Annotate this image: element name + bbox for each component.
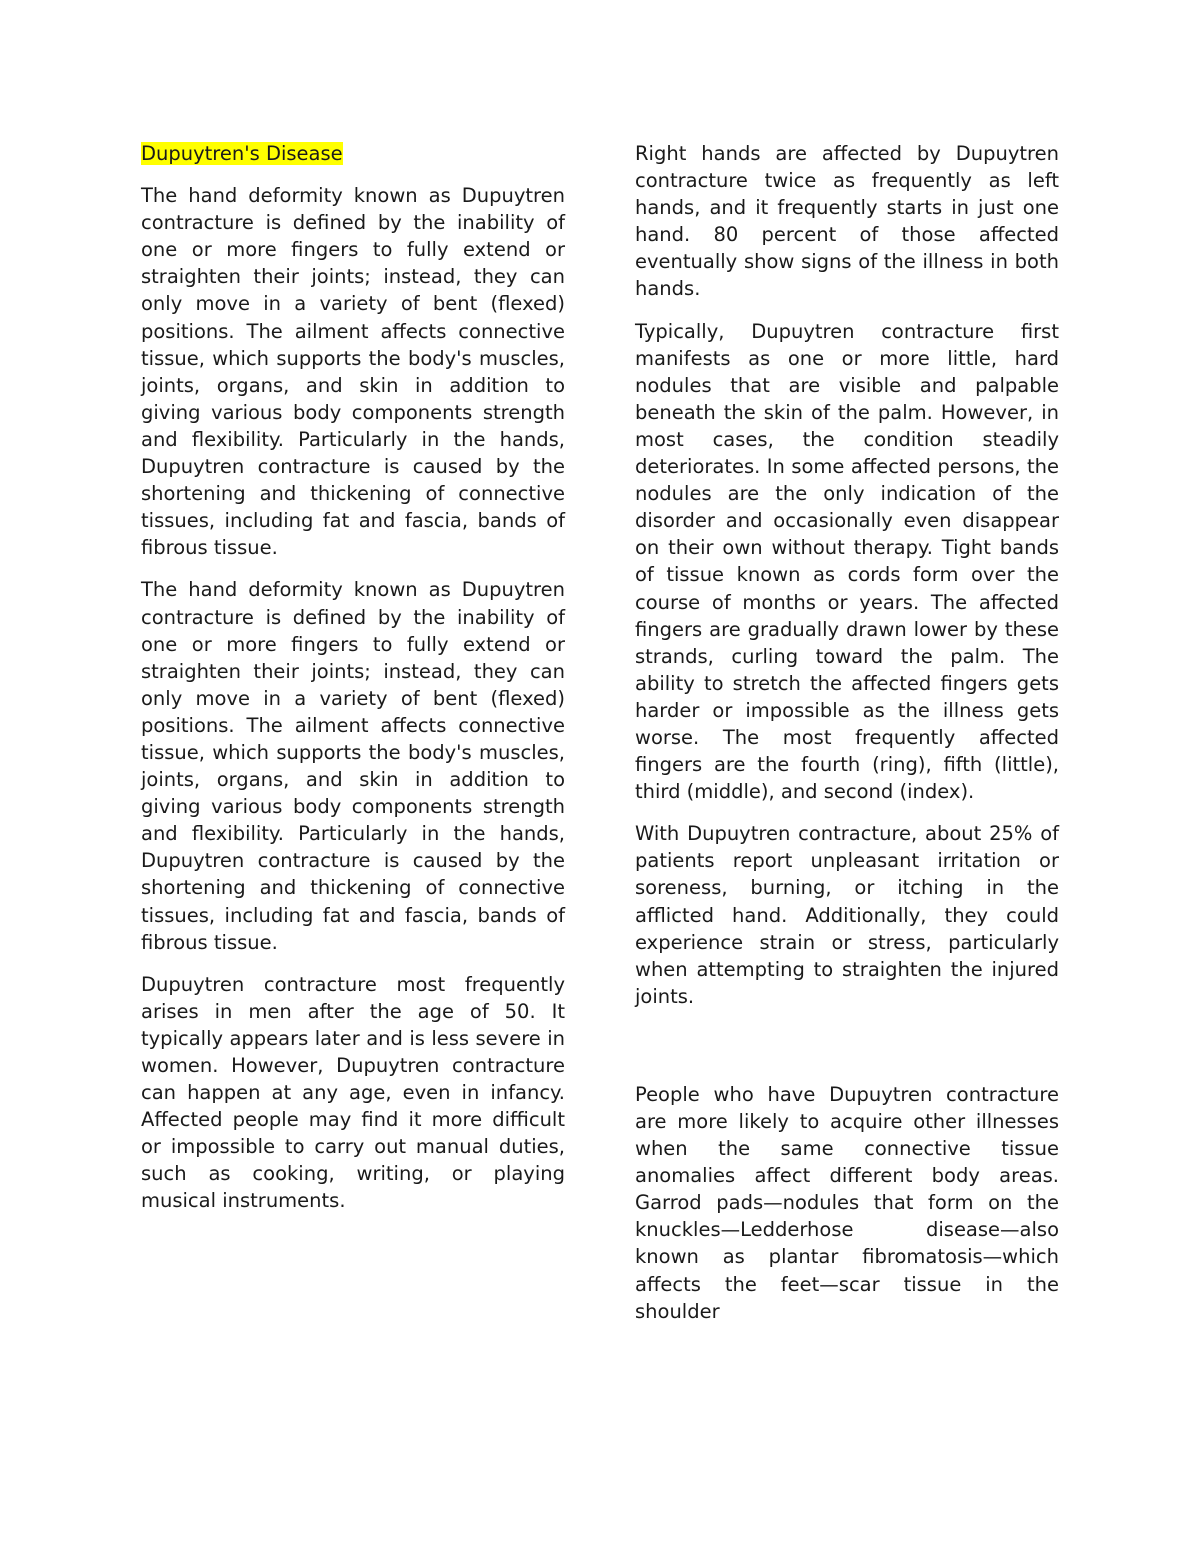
left-column — [141, 140, 565, 1230]
paragraph: People who have Dupuytren contracture are more likely to acquire other illnesses when the same connective tissue anomalies affect different body areas. Garrod pads—nodules that form on the knuckles—Ledderhose disease—also known as plantar fibromatosis—which affects the feet—scar tissue in the shoulder — [635, 1082, 1059, 1323]
paragraph: Dupuytren contracture most frequently arises in men after the age of 50. It typically appears later and is less severe in women. However, Dupuytren contracture can happen at any age, even in infancy. Affected people may find it more difficult or impossible to carry out manual duties, such as cooking, writing, or playing musical instruments. — [141, 972, 565, 1213]
document-title: Dupuytren's Disease — [141, 142, 343, 165]
paragraph: Right hands are affected by Dupuytren contracture twice as frequently as left hands, and it frequently starts in just one hand. 80 percent of those affected eventually show signs of the illness in both hands. — [635, 142, 1059, 301]
paragraph: With Dupuytren contracture, about 25% of patients report unpleasant irritation or soreness, burning, or itching in the afflicted hand. Additionally, they could experience strain or stress, particularly when attempting to straighten the injured joints. — [635, 822, 1059, 1008]
right-column — [635, 140, 1059, 1340]
title-line — [141, 140, 565, 167]
paragraph: The hand deformity known as Dupuytren contracture is defined by the inability of one or more fingers to fully extend or straighten their joints; instead, they can only move in a variety of bent (flexed) positions. The ailment affects connective tissue, which supports the body's muscles, joints, organs, and skin in addition to giving various body components strength and flexibility. Particularly in the hands, Dupuytren contracture is caused by the shortening and thickening of connective tissues, including fat and fascia, bands of fibrous tissue. — [141, 184, 565, 560]
paragraph: Typically, Dupuytren contracture first manifests as one or more little, hard nodules that are visible and palpable beneath the skin of the palm. However, in most cases, the condition steadily deteriorates. In some affected persons, the nodules are the only indication of the disorder and occasionally even disappear on their own without therapy. Tight bands of tissue known as cords form over the course of months or years. The affected fingers are gradually drawn lower by these strands, curling toward the palm. The ability to stretch the affected fingers gets harder or impossible as the illness gets worse. The most frequently affected fingers are the fourth (ring), fifth (little), third (middle), and second (index). — [635, 319, 1059, 804]
paragraph: The hand deformity known as Dupuytren contracture is defined by the inability of one or more fingers to fully extend or straighten their joints; instead, they can only move in a variety of bent (flexed) positions. The ailment affects connective tissue, which supports the body's muscles, joints, organs, and skin in addition to giving various body components strength and flexibility. Particularly in the hands, Dupuytren contracture is caused by the shortening and thickening of connective tissues, including fat and fascia, bands of fibrous tissue. — [141, 578, 565, 954]
blank-line — [635, 1025, 1059, 1081]
